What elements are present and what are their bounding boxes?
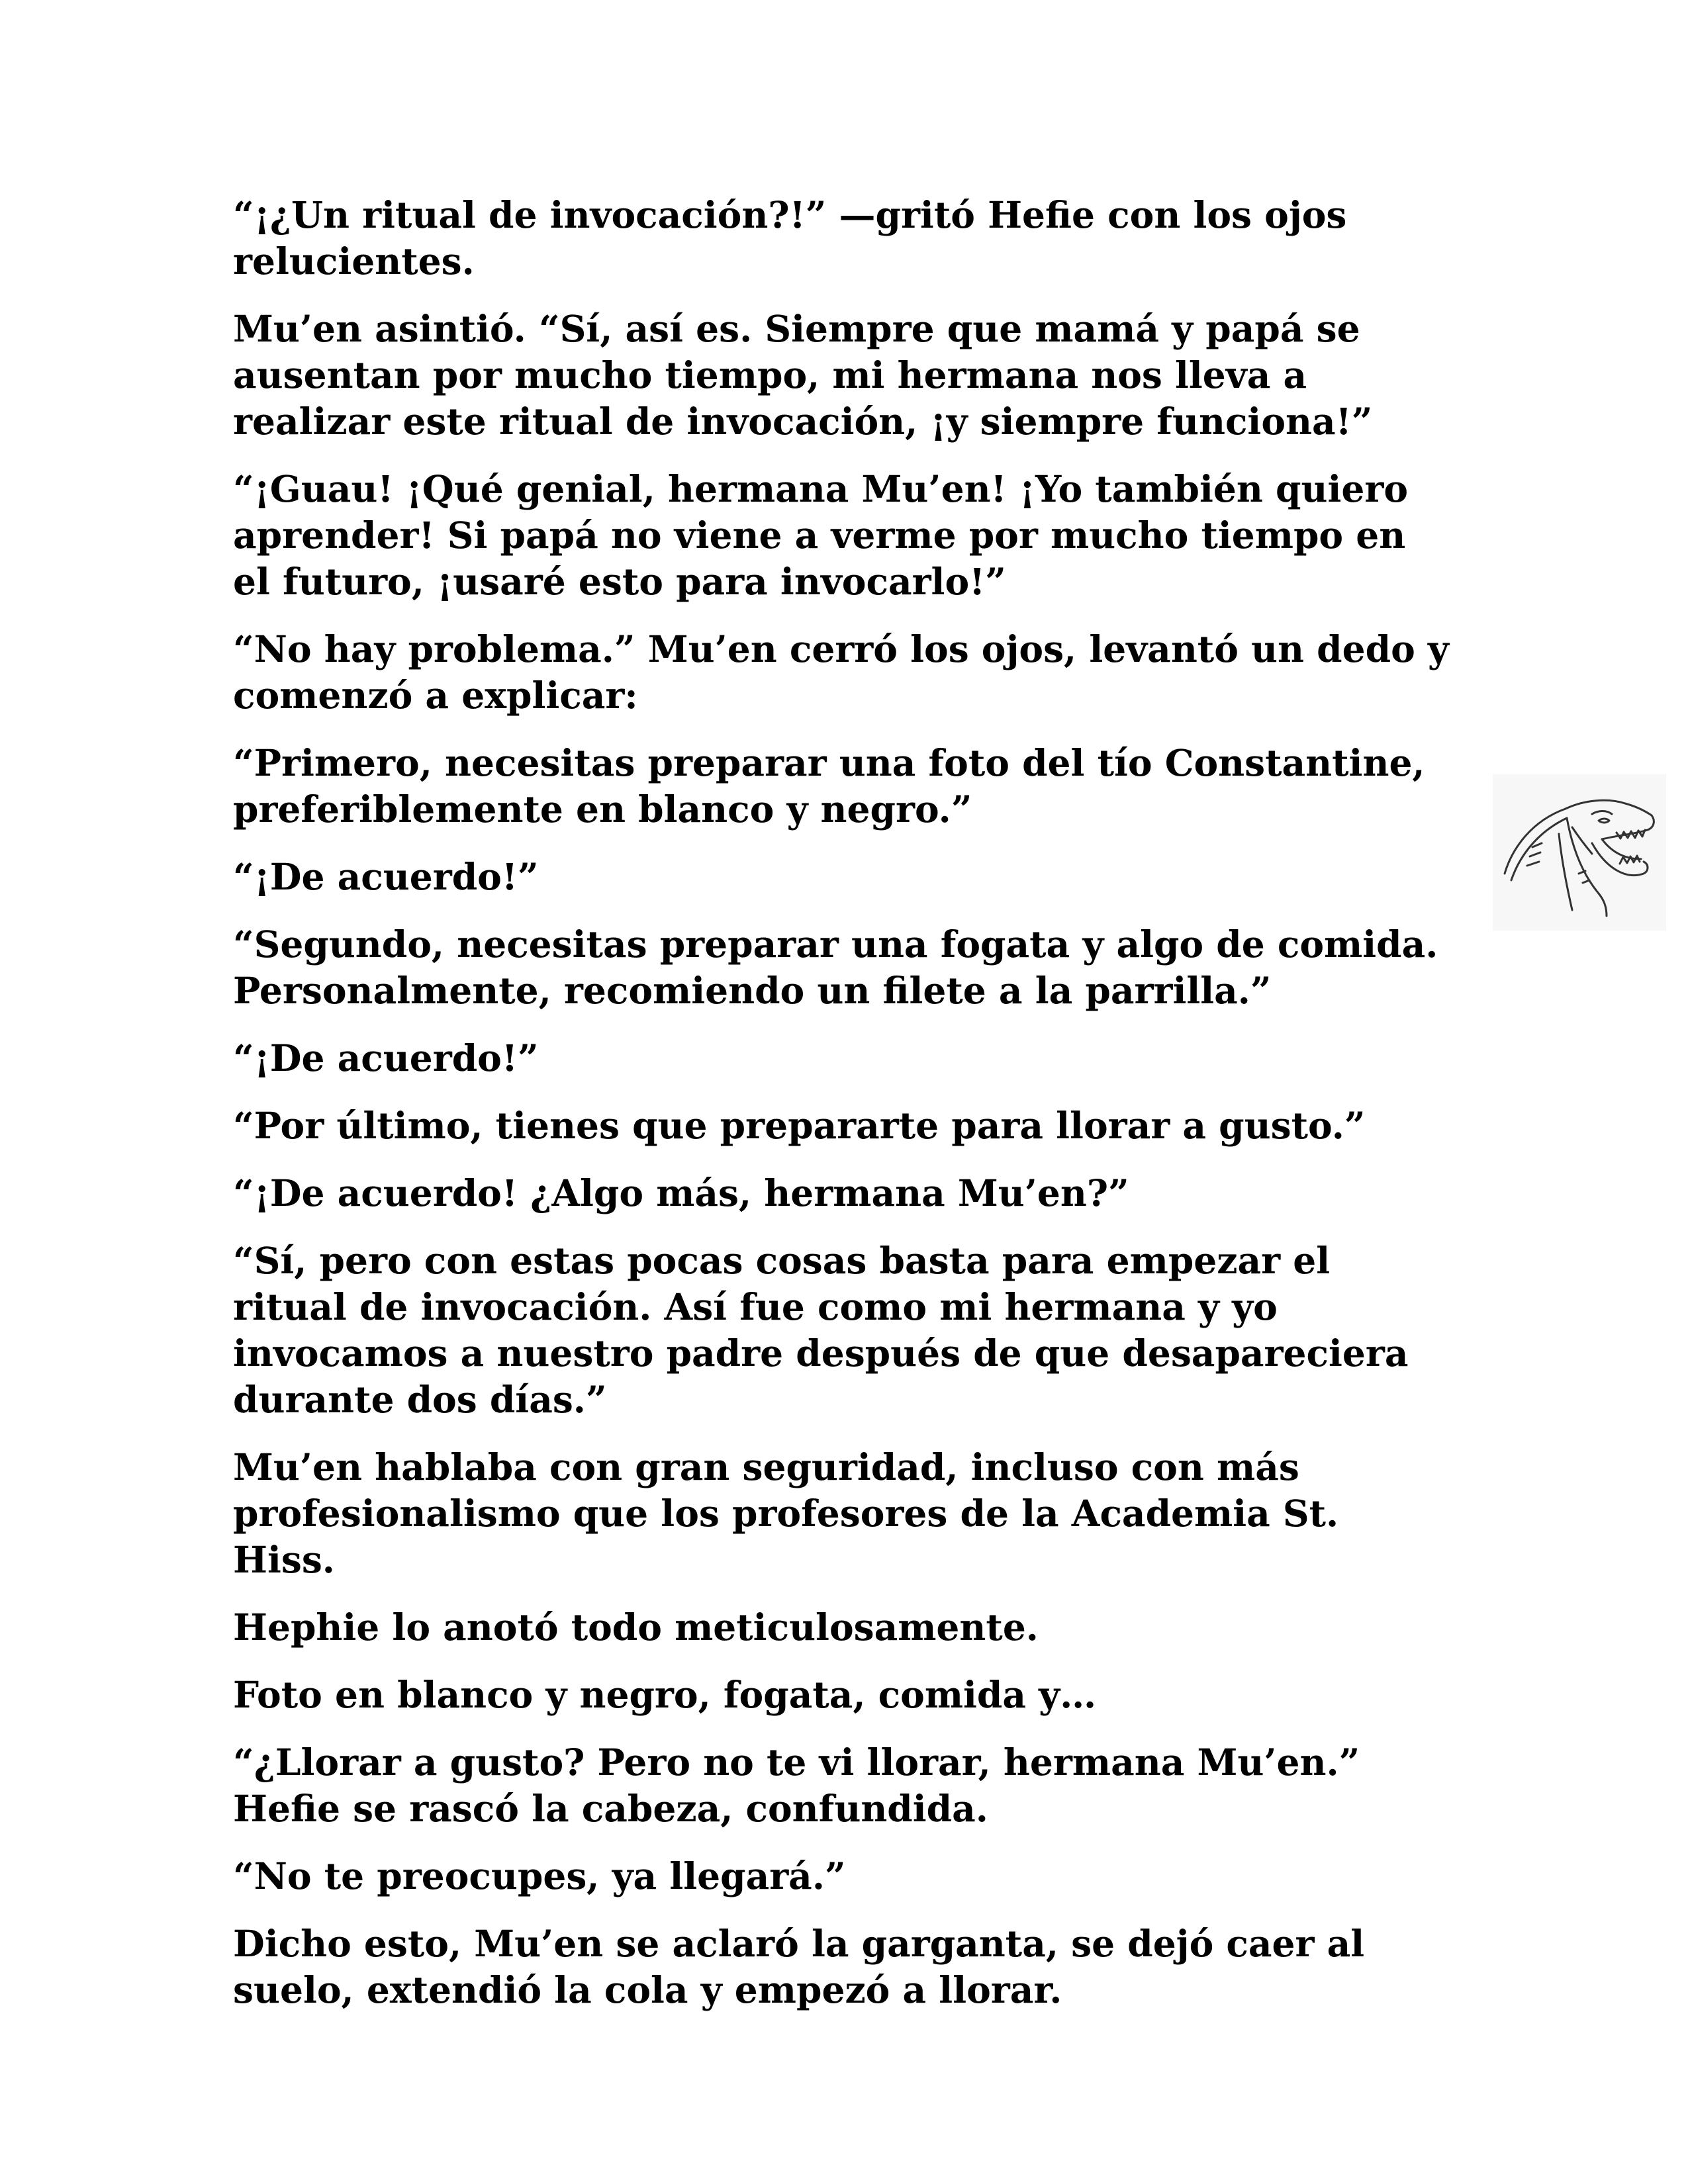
paragraph-5: “Primero, necesitas preparar una foto del tío Constantine, preferiblemente en blanco y negro.” xyxy=(233,741,1425,831)
paragraph-2: Mu’en asintió. “Sí, así es. Siempre que mamá y papá se ausentan por mucho tiempo, mi hermana nos lleva a realizar este ritual de invocación, ¡y siempre funciona!” xyxy=(233,307,1373,443)
paragraph-9: “Por último, tienes que prepararte para llorar a gusto.” xyxy=(233,1104,1366,1147)
dinosaur-sketch-drawing xyxy=(1493,774,1666,931)
paragraph-16: “No te preocupes, ya llegará.” xyxy=(233,1854,846,1897)
paragraph-6: “¡De acuerdo!” xyxy=(233,855,539,898)
paragraph-3: “¡Guau! ¡Qué genial, hermana Mu’en! ¡Yo también quiero aprender! Si papá no viene a verme por mucho tiempo en el futuro, ¡usaré esto para invocarlo!” xyxy=(233,467,1409,603)
dinosaur-sketch-icon xyxy=(1493,774,1666,931)
story-text xyxy=(233,192,1451,2034)
paragraph-12: Mu’en hablaba con gran seguridad, incluso con más profesionalismo que los profesores de la Academia St. Hiss. xyxy=(233,1445,1339,1581)
paragraph-8: “¡De acuerdo!” xyxy=(233,1036,539,1079)
paragraph-4: “No hay problema.” Mu’en cerró los ojos, levantó un dedo y comenzó a explicar: xyxy=(233,627,1449,717)
paragraph-13: Hephie lo anotó todo meticulosamente. xyxy=(233,1606,1039,1649)
paragraph-17: Dicho esto, Mu’en se aclaró la garganta, se dejó caer al suelo, extendió la cola y empezó a llorar. xyxy=(233,1922,1365,2011)
paragraph-7: “Segundo, necesitas preparar una fogata y algo de comida. Personalmente, recomiendo un filete a la parrilla.” xyxy=(233,923,1438,1012)
paragraph-1: “¡¿Un ritual de invocación?!” —gritó Hefie con los ojos relucientes. xyxy=(233,193,1347,283)
paragraph-15: “¿Llorar a gusto? Pero no te vi llorar, hermana Mu’en.” Hefie se rascó la cabeza, confundida. xyxy=(233,1741,1360,1830)
paragraph-11: “Sí, pero con estas pocas cosas basta para empezar el ritual de invocación. Así fue como mi hermana y yo invocamos a nuestro padre después de que desapareciera durante dos días.” xyxy=(233,1239,1409,1421)
paragraph-10: “¡De acuerdo! ¿Algo más, hermana Mu’en?” xyxy=(233,1171,1129,1214)
paragraph-14: Foto en blanco y negro, fogata, comida y… xyxy=(233,1673,1097,1716)
